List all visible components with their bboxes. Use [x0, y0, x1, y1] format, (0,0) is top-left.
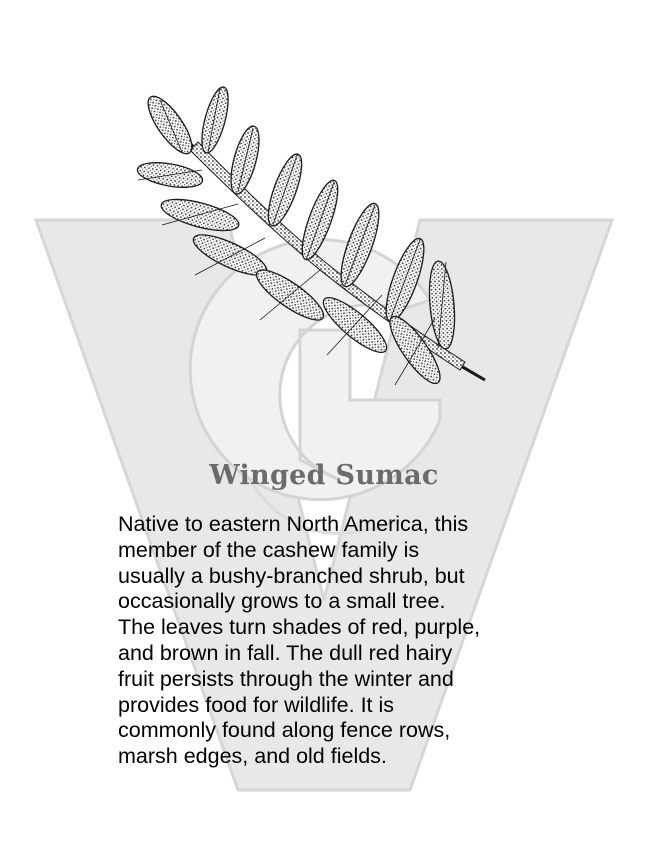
- plant-title: Winged Sumac: [209, 460, 439, 491]
- description-line: and brown in fall. The dull red hairy: [118, 640, 453, 665]
- description-line: usually a bushy-branched shrub, but: [118, 563, 465, 588]
- description-line: provides food for wildlife. It is: [118, 692, 395, 717]
- description-line: marsh edges, and old fields.: [118, 744, 387, 769]
- sumac-leaf-illustration: [120, 80, 520, 440]
- description-line: member of the cashew family is: [118, 537, 420, 562]
- leaflet: [197, 85, 234, 156]
- leaflet: [158, 193, 241, 237]
- description-line: occasionally grows to a small tree.: [118, 589, 446, 614]
- plant-description: [118, 512, 548, 770]
- leaflet: [141, 90, 200, 159]
- description-line: Native to eastern North America, this: [118, 512, 469, 536]
- leaflet: [225, 123, 264, 196]
- description-line: commonly found along fence rows,: [118, 718, 451, 743]
- description-line: fruit persists through the winter and: [118, 666, 454, 691]
- description-line: The leaves turn shades of red, purple,: [118, 615, 481, 640]
